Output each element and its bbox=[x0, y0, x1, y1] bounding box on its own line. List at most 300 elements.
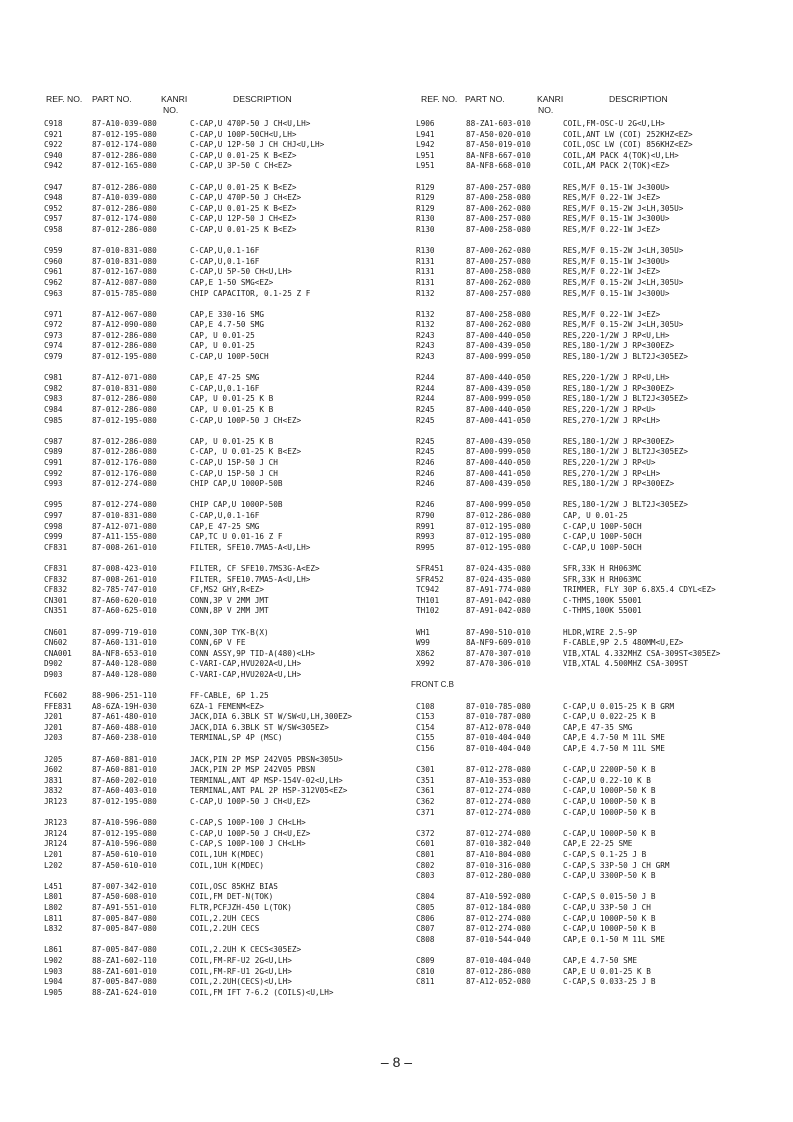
description-cell: VIB,XTAL 4.332MHZ CSA-309ST<305EZ> bbox=[563, 648, 721, 658]
ref-no-cell: C974 bbox=[44, 341, 63, 351]
ref-no-cell: C301 bbox=[416, 765, 435, 775]
description-cell: COIL,2.2UH CECS bbox=[190, 924, 260, 934]
ref-no-cell: C958 bbox=[44, 224, 63, 234]
description-cell: JACK,DIA 6.3BLK ST W/SW<U,LH,300EZ> bbox=[190, 712, 352, 722]
ref-no-cell: R129 bbox=[416, 193, 435, 203]
ref-no-cell: C987 bbox=[44, 436, 63, 446]
description-cell: CHIP CAP,U 1000P-50B bbox=[190, 479, 283, 489]
description-cell: CHIP CAP,U 1000P-50B bbox=[190, 500, 283, 510]
ref-no-cell: C805 bbox=[416, 902, 435, 912]
description-cell: CONN,30P TYK-B(X) bbox=[190, 627, 269, 637]
ref-no-cell: TH101 bbox=[416, 595, 440, 605]
description-cell: C-CAP,U 0.01-25 K B<EZ> bbox=[190, 182, 297, 192]
ref-no-cell: C108 bbox=[416, 701, 435, 711]
part-no-cell: 87-A90-510-010 bbox=[466, 627, 531, 637]
description-cell: CAP,TC U 0.01-16 Z F bbox=[190, 532, 283, 542]
ref-no-cell: L941 bbox=[416, 129, 435, 139]
table-row bbox=[0, 892, 793, 903]
ref-no-cell: L861 bbox=[44, 945, 63, 955]
description-cell: RES,220-1/2W J RP<U,LH> bbox=[563, 373, 670, 383]
description-cell: FLTR,PCFJZH-450 L(TOK) bbox=[190, 902, 292, 912]
table-row bbox=[0, 140, 793, 151]
ref-no-cell: L451 bbox=[44, 881, 63, 891]
ref-no-cell: C803 bbox=[416, 871, 435, 881]
ref-no-cell: J201 bbox=[44, 722, 63, 732]
description-cell: C-CAP,U 1000P-50 K B bbox=[563, 786, 656, 796]
part-no-cell: 87-A00-441-050 bbox=[466, 415, 531, 425]
ref-no-cell: J205 bbox=[44, 754, 63, 764]
table-row bbox=[0, 967, 793, 978]
part-no-cell: 87-012-280-080 bbox=[466, 871, 531, 881]
description-cell: C-THMS,100K 55001 bbox=[563, 595, 642, 605]
part-no-cell: 87-012-176-080 bbox=[92, 458, 157, 467]
description-cell: CAP, U 0.01-25 K B bbox=[190, 394, 274, 404]
table-row bbox=[0, 596, 793, 607]
description-cell: F-CABLE,9P 2.5 480MM<U,EZ> bbox=[563, 638, 684, 648]
table-row bbox=[0, 151, 793, 162]
part-no-cell: 87-A12-090-080 bbox=[92, 320, 157, 330]
description-cell: CONN,6P V FE bbox=[190, 638, 246, 648]
ref-no-cell: J602 bbox=[44, 765, 63, 775]
part-no-cell: 87-A12-078-040 bbox=[466, 722, 531, 732]
ref-no-cell: JR124 bbox=[44, 839, 68, 849]
description-cell: TERMINAL,ANT PAL 2P HSP-312V05<EZ> bbox=[190, 786, 348, 796]
description-cell: C-CAP,U 100P-50CH bbox=[190, 352, 269, 362]
part-no-cell: 88-ZA1-603-010 bbox=[466, 119, 531, 128]
part-no-cell: 87-A00-439-050 bbox=[466, 436, 531, 446]
description-cell: C-CAP,U 0.01-25 K B<EZ> bbox=[190, 203, 297, 213]
ref-no-cell: CN602 bbox=[44, 638, 68, 648]
part-no-cell: 87-A00-262-080 bbox=[466, 203, 531, 213]
description-cell: C-CAP,U 3P-50 C CH<EZ> bbox=[190, 161, 292, 171]
description-cell: COIL,ANT LW (COI) 252KHZ<EZ> bbox=[563, 129, 693, 139]
ref-no-cell: C362 bbox=[416, 797, 435, 806]
part-no-cell: 87-012-167-080 bbox=[92, 267, 157, 277]
description-cell: CAP,E 1-50 SMG<EZ> bbox=[190, 277, 274, 287]
table-row bbox=[0, 267, 793, 278]
part-no-cell: 87-A61-480-010 bbox=[92, 712, 157, 722]
part-no-cell: 87-024-435-080 bbox=[466, 574, 531, 584]
part-no-cell: 87-A00-440-050 bbox=[466, 405, 531, 415]
ref-no-cell: R244 bbox=[416, 383, 435, 393]
part-no-cell: 87-010-404-040 bbox=[466, 733, 531, 743]
description-cell: COIL,1UH K(MDEC) bbox=[190, 860, 265, 870]
table-row bbox=[0, 278, 793, 289]
part-no-cell: 87-A00-999-050 bbox=[466, 352, 531, 362]
ref-no-cell: R246 bbox=[416, 500, 435, 510]
ref-no-cell: C992 bbox=[44, 468, 63, 478]
description-cell: C-CAP,U 3300P-50 K B bbox=[563, 871, 656, 881]
ref-no-cell: C156 bbox=[416, 744, 435, 754]
description-cell: FILTER, CF SFE10.7MS3G-A<EZ> bbox=[190, 563, 320, 573]
part-no-cell: 87-012-274-080 bbox=[466, 797, 531, 806]
description-cell: JACK,PIN 2P MSP 242V05 PBSN bbox=[190, 765, 315, 775]
description-cell: RES,220-1/2W J RP<U> bbox=[563, 405, 656, 415]
part-no-cell: 87-012-195-080 bbox=[92, 828, 157, 838]
ref-no-cell: JR123 bbox=[44, 797, 68, 806]
ref-no-cell: L802 bbox=[44, 902, 63, 912]
table-row bbox=[0, 469, 793, 480]
table-row bbox=[0, 416, 793, 427]
table-row bbox=[0, 702, 793, 713]
part-no-cell: 87-A60-131-010 bbox=[92, 638, 157, 648]
table-row bbox=[0, 437, 793, 448]
ref-no-cell: R129 bbox=[416, 182, 435, 192]
table-row bbox=[0, 606, 793, 617]
part-no-cell: 87-A00-440-050 bbox=[466, 458, 531, 467]
description-cell: RES,M/F 0.15-1W J<300U> bbox=[563, 214, 670, 224]
table-row bbox=[0, 744, 793, 755]
part-no-cell: 87-A10-596-080 bbox=[92, 818, 157, 828]
table-row bbox=[0, 352, 793, 363]
table-row bbox=[0, 500, 793, 511]
table-row bbox=[0, 331, 793, 342]
section-title-text: FRONT C.B bbox=[411, 680, 454, 690]
part-no-cell: 87-008-261-010 bbox=[92, 542, 157, 552]
part-no-cell: 87-012-278-080 bbox=[466, 765, 531, 775]
part-no-cell: 87-A60-488-010 bbox=[92, 722, 157, 732]
table-row bbox=[0, 575, 793, 586]
description-cell: C-CAP,U 1000P-50 K B bbox=[563, 828, 656, 838]
table-row bbox=[0, 405, 793, 416]
part-no-cell: 87-A10-039-080 bbox=[92, 119, 157, 128]
part-no-cell: 87-012-286-080 bbox=[92, 394, 157, 404]
ref-no-cell: CF831 bbox=[44, 542, 68, 552]
part-no-cell: 87-A60-202-010 bbox=[92, 775, 157, 785]
part-no-cell: 87-012-274-080 bbox=[466, 924, 531, 934]
ref-no-cell: C973 bbox=[44, 330, 63, 340]
description-cell: CAP,E 47-35 SMG bbox=[563, 722, 633, 732]
ref-no-cell: R131 bbox=[416, 256, 435, 266]
description-cell: COIL,OSC LW (COI) 856KHZ<EZ> bbox=[563, 140, 693, 150]
description-cell: CAP,E 47-25 SMG bbox=[190, 373, 260, 383]
ref-no-cell: CN351 bbox=[44, 606, 68, 616]
ref-no-cell: C601 bbox=[416, 839, 435, 849]
table-row bbox=[0, 532, 793, 543]
description-cell: C-CAP,U 0.01-25 K B<EZ> bbox=[190, 224, 297, 234]
description-cell: C-CAP,U,0.1-16F bbox=[190, 383, 260, 393]
kanri-header: KANRI bbox=[161, 94, 188, 104]
description-cell: CAP,E 22-25 SME bbox=[563, 839, 633, 849]
description-cell: RES,270-1/2W J RP<LH> bbox=[563, 468, 661, 478]
kanri-no-header: NO. bbox=[538, 105, 554, 115]
part-no-cell: 87-A10-039-080 bbox=[92, 193, 157, 203]
description-cell: CAP,E 47-25 SMG bbox=[190, 521, 260, 531]
description-cell: CAP, U 0.01-25 bbox=[563, 510, 628, 520]
ref-no-cell: CF832 bbox=[44, 585, 68, 595]
description-cell: C-CAP,U,0.1-16F bbox=[190, 510, 260, 520]
part-no-cell: 87-012-195-080 bbox=[466, 542, 531, 552]
ref-no-cell: R244 bbox=[416, 373, 435, 383]
ref-no-cell: TH102 bbox=[416, 606, 440, 616]
part-no-cell: 87-A50-610-010 bbox=[92, 849, 157, 859]
part-no-cell: 87-A00-999-050 bbox=[466, 500, 531, 510]
table-row bbox=[0, 522, 793, 533]
part-no-cell: 87-005-847-080 bbox=[92, 913, 157, 923]
ref-no-cell: C804 bbox=[416, 892, 435, 902]
part-no-cell: 87-010-787-080 bbox=[466, 712, 531, 722]
ref-no-cell: CN301 bbox=[44, 595, 68, 605]
table-row bbox=[0, 808, 793, 819]
part-no-cell: 87-012-195-080 bbox=[466, 521, 531, 531]
description-cell: C-CAP,U 470P-50 J CH<EZ> bbox=[190, 193, 302, 203]
part-no-cell: 87-A91-042-080 bbox=[466, 606, 531, 616]
ref-no-cell: C922 bbox=[44, 140, 63, 150]
description-cell: RES,180-1/2W J RP<300EZ> bbox=[563, 479, 675, 489]
part-no-cell: 87-A70-307-010 bbox=[466, 648, 531, 658]
description-cell: C-CAP,U 0.022-25 K B bbox=[563, 712, 656, 722]
part-no-header: PART NO. bbox=[465, 94, 505, 104]
ref-no-cell: R243 bbox=[416, 341, 435, 351]
part-no-cell: 87-012-286-080 bbox=[92, 447, 157, 457]
table-row bbox=[0, 776, 793, 787]
table-row bbox=[0, 373, 793, 384]
table-row bbox=[0, 394, 793, 405]
description-cell: C-CAP,S 0.1-25 J B bbox=[563, 849, 647, 859]
ref-no-cell: D902 bbox=[44, 659, 63, 669]
ref-no-cell: C153 bbox=[416, 712, 435, 722]
table-row bbox=[0, 183, 793, 194]
ref-no-cell: C808 bbox=[416, 934, 435, 944]
part-no-cell: 87-A60-881-010 bbox=[92, 765, 157, 775]
description-cell: C-THMS,100K 55001 bbox=[563, 606, 642, 616]
ref-no-cell: FC602 bbox=[44, 691, 68, 701]
table-row bbox=[0, 119, 793, 130]
ref-no-cell: C985 bbox=[44, 415, 63, 425]
part-no-cell: 87-A50-608-010 bbox=[92, 892, 157, 902]
part-no-cell: 87-012-195-080 bbox=[92, 415, 157, 425]
description-cell: RES,M/F 0.15-1W J<300U> bbox=[563, 288, 670, 298]
ref-no-cell: L801 bbox=[44, 892, 63, 902]
ref-no-cell: X992 bbox=[416, 659, 435, 669]
part-no-cell: 87-010-316-080 bbox=[466, 860, 531, 870]
ref-no-cell: C981 bbox=[44, 373, 63, 383]
description-cell: RES,M/F 0.15-2W J<LH,305U> bbox=[563, 246, 684, 256]
part-no-cell: 87-012-165-080 bbox=[92, 161, 157, 171]
ref-no-cell: R991 bbox=[416, 521, 435, 531]
table-row bbox=[0, 320, 793, 331]
ref-no-cell: L951 bbox=[416, 161, 435, 171]
part-no-cell: 87-005-847-080 bbox=[92, 945, 157, 955]
ref-no-cell: CF832 bbox=[44, 574, 68, 584]
part-no-cell: 87-A10-804-080 bbox=[466, 849, 531, 859]
ref-no-cell: R130 bbox=[416, 224, 435, 234]
part-no-cell: 87-A00-439-050 bbox=[466, 341, 531, 351]
description-cell: COIL,2.2UH(CECS)<U,LH> bbox=[190, 977, 292, 987]
ref-no-cell: R130 bbox=[416, 214, 435, 224]
part-no-cell: 87-012-274-080 bbox=[92, 479, 157, 489]
description-cell: C-CAP,U 0.01-25 K B<EZ> bbox=[190, 150, 297, 160]
ref-no-cell: TC942 bbox=[416, 585, 440, 595]
description-cell: CAP, U 0.01-25 bbox=[190, 341, 255, 351]
description-cell: C-CAP,U 100P-50CH bbox=[563, 521, 642, 531]
ref-no-cell: R245 bbox=[416, 436, 435, 446]
table-row bbox=[0, 988, 400, 999]
description-cell: RES,180-1/2W J BLT2J<305EZ> bbox=[563, 352, 688, 362]
description-cell: COIL,AM PACK 2(TOK)<EZ> bbox=[563, 161, 670, 171]
part-no-cell: 87-A10-592-080 bbox=[466, 892, 531, 902]
ref-no-cell: C960 bbox=[44, 256, 63, 266]
description-cell: C-CAP,U 100P-50 J CH<U,EZ> bbox=[190, 797, 311, 806]
description-cell: CHIP CAPACITOR, 0.1-25 Z F bbox=[190, 288, 311, 298]
table-row bbox=[0, 765, 793, 776]
part-no-cell: 87-A00-258-080 bbox=[466, 224, 531, 234]
table-row bbox=[0, 384, 793, 395]
table-row bbox=[0, 839, 793, 850]
table-row bbox=[0, 797, 793, 808]
description-cell: COIL,OSC 85KHZ BIAS bbox=[190, 881, 278, 891]
ref-no-cell: J832 bbox=[44, 786, 63, 796]
ref-no-cell: C995 bbox=[44, 500, 63, 510]
ref-no-cell: R131 bbox=[416, 277, 435, 287]
description-cell: C-CAP,U 12P-50 J CH<EZ> bbox=[190, 214, 297, 224]
ref-no-cell: C984 bbox=[44, 405, 63, 415]
table-row bbox=[0, 257, 793, 268]
description-cell: RES,180-1/2W J BLT2J<305EZ> bbox=[563, 394, 688, 404]
part-no-cell: 87-010-831-080 bbox=[92, 256, 157, 266]
part-no-cell: 87-012-286-080 bbox=[92, 330, 157, 340]
table-row bbox=[0, 458, 793, 469]
description-cell: C-CAP,U 5P-50 CH<U,LH> bbox=[190, 267, 292, 277]
ref-no-cell: R245 bbox=[416, 415, 435, 425]
part-no-cell: 87-A00-439-050 bbox=[466, 479, 531, 489]
description-cell: CAP, U 0.01-25 bbox=[190, 330, 255, 340]
description-cell: RES,180-1/2W J RP<300EZ> bbox=[563, 436, 675, 446]
part-no-cell: 87-A50-019-010 bbox=[466, 140, 531, 150]
part-no-cell: 87-A12-071-080 bbox=[92, 521, 157, 531]
description-cell: CAP,E 4.7-50 M 11L SME bbox=[563, 733, 665, 743]
ref-no-cell: R245 bbox=[416, 447, 435, 457]
table-row bbox=[0, 903, 793, 914]
description-cell: RES,180-1/2W J BLT2J<305EZ> bbox=[563, 447, 688, 457]
description-cell: COIL,FM DET-N(TOK) bbox=[190, 892, 274, 902]
table-row bbox=[0, 204, 793, 215]
part-no-cell: 87-012-286-080 bbox=[466, 966, 531, 976]
ref-no-cell: SFR451 bbox=[416, 563, 444, 573]
table-row bbox=[0, 479, 793, 490]
description-cell: COIL,FM IFT 7-6.2 (COILS)<U,LH> bbox=[190, 987, 334, 997]
table-row bbox=[0, 850, 793, 861]
description-cell: COIL,AM PACK 4(TOK)<U,LH> bbox=[563, 150, 679, 160]
description-cell: FF-CABLE, 6P 1.25 bbox=[190, 691, 269, 701]
description-cell: C-CAP,S 33P-50 J CH GRM bbox=[563, 860, 670, 870]
description-cell: FILTER, SFE10.7MA5-A<U,LH> bbox=[190, 574, 311, 584]
part-no-cell: 87-A00-262-080 bbox=[466, 246, 531, 256]
ref-no-cell: C801 bbox=[416, 849, 435, 859]
part-no-cell: 87-012-274-080 bbox=[466, 913, 531, 923]
part-no-cell: 87-A70-306-010 bbox=[466, 659, 531, 669]
part-no-cell: 87-A60-403-010 bbox=[92, 786, 157, 796]
ref-no-cell: C372 bbox=[416, 828, 435, 838]
description-cell: C-VARI-CAP,HVU202A<U,LH> bbox=[190, 659, 302, 669]
part-no-cell: 8A-NF8-667-010 bbox=[466, 150, 531, 160]
part-no-cell: 87-012-274-080 bbox=[466, 828, 531, 838]
ref-no-cell: C963 bbox=[44, 288, 63, 298]
part-no-cell: 87-012-286-080 bbox=[92, 224, 157, 234]
description-cell: C-CAP, U 0.01-25 K B<EZ> bbox=[190, 447, 302, 457]
description-cell: TERMINAL,ANT 4P MSP-154V-02<U,LH> bbox=[190, 775, 343, 785]
part-no-cell: 87-005-847-080 bbox=[92, 924, 157, 934]
description-cell: CF,MS2 GHY,R<EZ> bbox=[190, 585, 265, 595]
ref-no-header: REF. NO. bbox=[421, 94, 458, 104]
ref-no-cell: C155 bbox=[416, 733, 435, 743]
table-row bbox=[0, 638, 793, 649]
part-no-cell: 87-A91-551-010 bbox=[92, 902, 157, 912]
part-no-cell: 87-012-286-080 bbox=[92, 405, 157, 415]
part-no-cell: 87-A00-257-080 bbox=[466, 288, 531, 298]
description-cell: CAP, U 0.01-25 K B bbox=[190, 405, 274, 415]
description-cell: C-CAP,S 100P-100 J CH<LH> bbox=[190, 839, 306, 849]
ref-no-cell: C982 bbox=[44, 383, 63, 393]
part-no-cell: 87-015-785-080 bbox=[92, 288, 157, 298]
ref-no-cell: J203 bbox=[44, 733, 63, 743]
description-cell: RES,220-1/2W J RP<U,LH> bbox=[563, 330, 670, 340]
ref-no-cell: R132 bbox=[416, 288, 435, 298]
part-no-cell: 87-A40-128-080 bbox=[92, 659, 157, 669]
description-cell: C-VARI-CAP,HVU202A<U,LH> bbox=[190, 669, 302, 679]
ref-no-cell: R995 bbox=[416, 542, 435, 552]
ref-no-cell: W99 bbox=[416, 638, 430, 648]
description-cell: C-CAP,U,0.1-16F bbox=[190, 256, 260, 266]
ref-no-cell: C807 bbox=[416, 924, 435, 934]
ref-no-cell: C942 bbox=[44, 161, 63, 171]
ref-no-cell: R790 bbox=[416, 510, 435, 520]
ref-no-cell: WH1 bbox=[416, 627, 430, 637]
part-no-cell: 87-010-404-040 bbox=[466, 955, 531, 965]
table-row bbox=[0, 130, 793, 141]
description-cell: COIL,FM-RF-U2 2G<U,LH> bbox=[190, 955, 292, 965]
description-cell: CONN,3P V 2MM JMT bbox=[190, 595, 269, 605]
part-no-cell: 87-012-274-080 bbox=[466, 786, 531, 796]
ref-no-cell: R246 bbox=[416, 458, 435, 467]
part-no-cell: 8A-NF8-668-010 bbox=[466, 161, 531, 171]
part-no-cell: 87-012-176-080 bbox=[92, 468, 157, 478]
description-cell: COIL,FM-RF-U1 2G<U,LH> bbox=[190, 966, 292, 976]
ref-no-cell: C947 bbox=[44, 182, 63, 192]
part-no-cell: 82-785-747-010 bbox=[92, 585, 157, 595]
description-cell: C-CAP,U 12P-50 J CH CHJ<U,LH> bbox=[190, 140, 325, 150]
ref-no-cell: C997 bbox=[44, 510, 63, 520]
table-row bbox=[0, 786, 793, 797]
table-row bbox=[0, 310, 793, 321]
ref-no-cell: C811 bbox=[416, 977, 435, 987]
ref-no-cell: L811 bbox=[44, 913, 63, 923]
description-cell: C-CAP,S 100P-100 J CH<LH> bbox=[190, 818, 306, 828]
ref-no-cell: L903 bbox=[44, 966, 63, 976]
table-row bbox=[0, 341, 793, 352]
table-row bbox=[0, 829, 793, 840]
description-cell: C-CAP,U 0.22-10 K B bbox=[563, 775, 651, 785]
ref-no-cell: D903 bbox=[44, 669, 63, 679]
ref-no-cell: CNA001 bbox=[44, 648, 72, 658]
ref-no-cell: R246 bbox=[416, 479, 435, 489]
description-cell: RES,M/F 0.15-2W J<LH,305U> bbox=[563, 277, 684, 287]
description-cell: CAP,E 330-16 SMG bbox=[190, 309, 265, 319]
part-no-cell: 87-A12-052-080 bbox=[466, 977, 531, 987]
ref-no-cell: C948 bbox=[44, 193, 63, 203]
ref-no-cell: C979 bbox=[44, 352, 63, 362]
ref-no-cell: C991 bbox=[44, 458, 63, 467]
part-no-cell: 87-A00-999-050 bbox=[466, 447, 531, 457]
description-cell: C-CAP,U 100P-50 J CH<EZ> bbox=[190, 415, 302, 425]
part-no-cell: 87-010-831-080 bbox=[92, 383, 157, 393]
description-header: DESCRIPTION bbox=[233, 94, 292, 104]
part-no-cell: 87-012-274-080 bbox=[466, 807, 531, 817]
description-cell: C-CAP,S 0.015-50 J B bbox=[563, 892, 656, 902]
part-no-cell: 87-A00-439-050 bbox=[466, 383, 531, 393]
part-no-cell: 87-012-174-080 bbox=[92, 140, 157, 150]
part-no-cell: 87-A12-067-080 bbox=[92, 309, 157, 319]
